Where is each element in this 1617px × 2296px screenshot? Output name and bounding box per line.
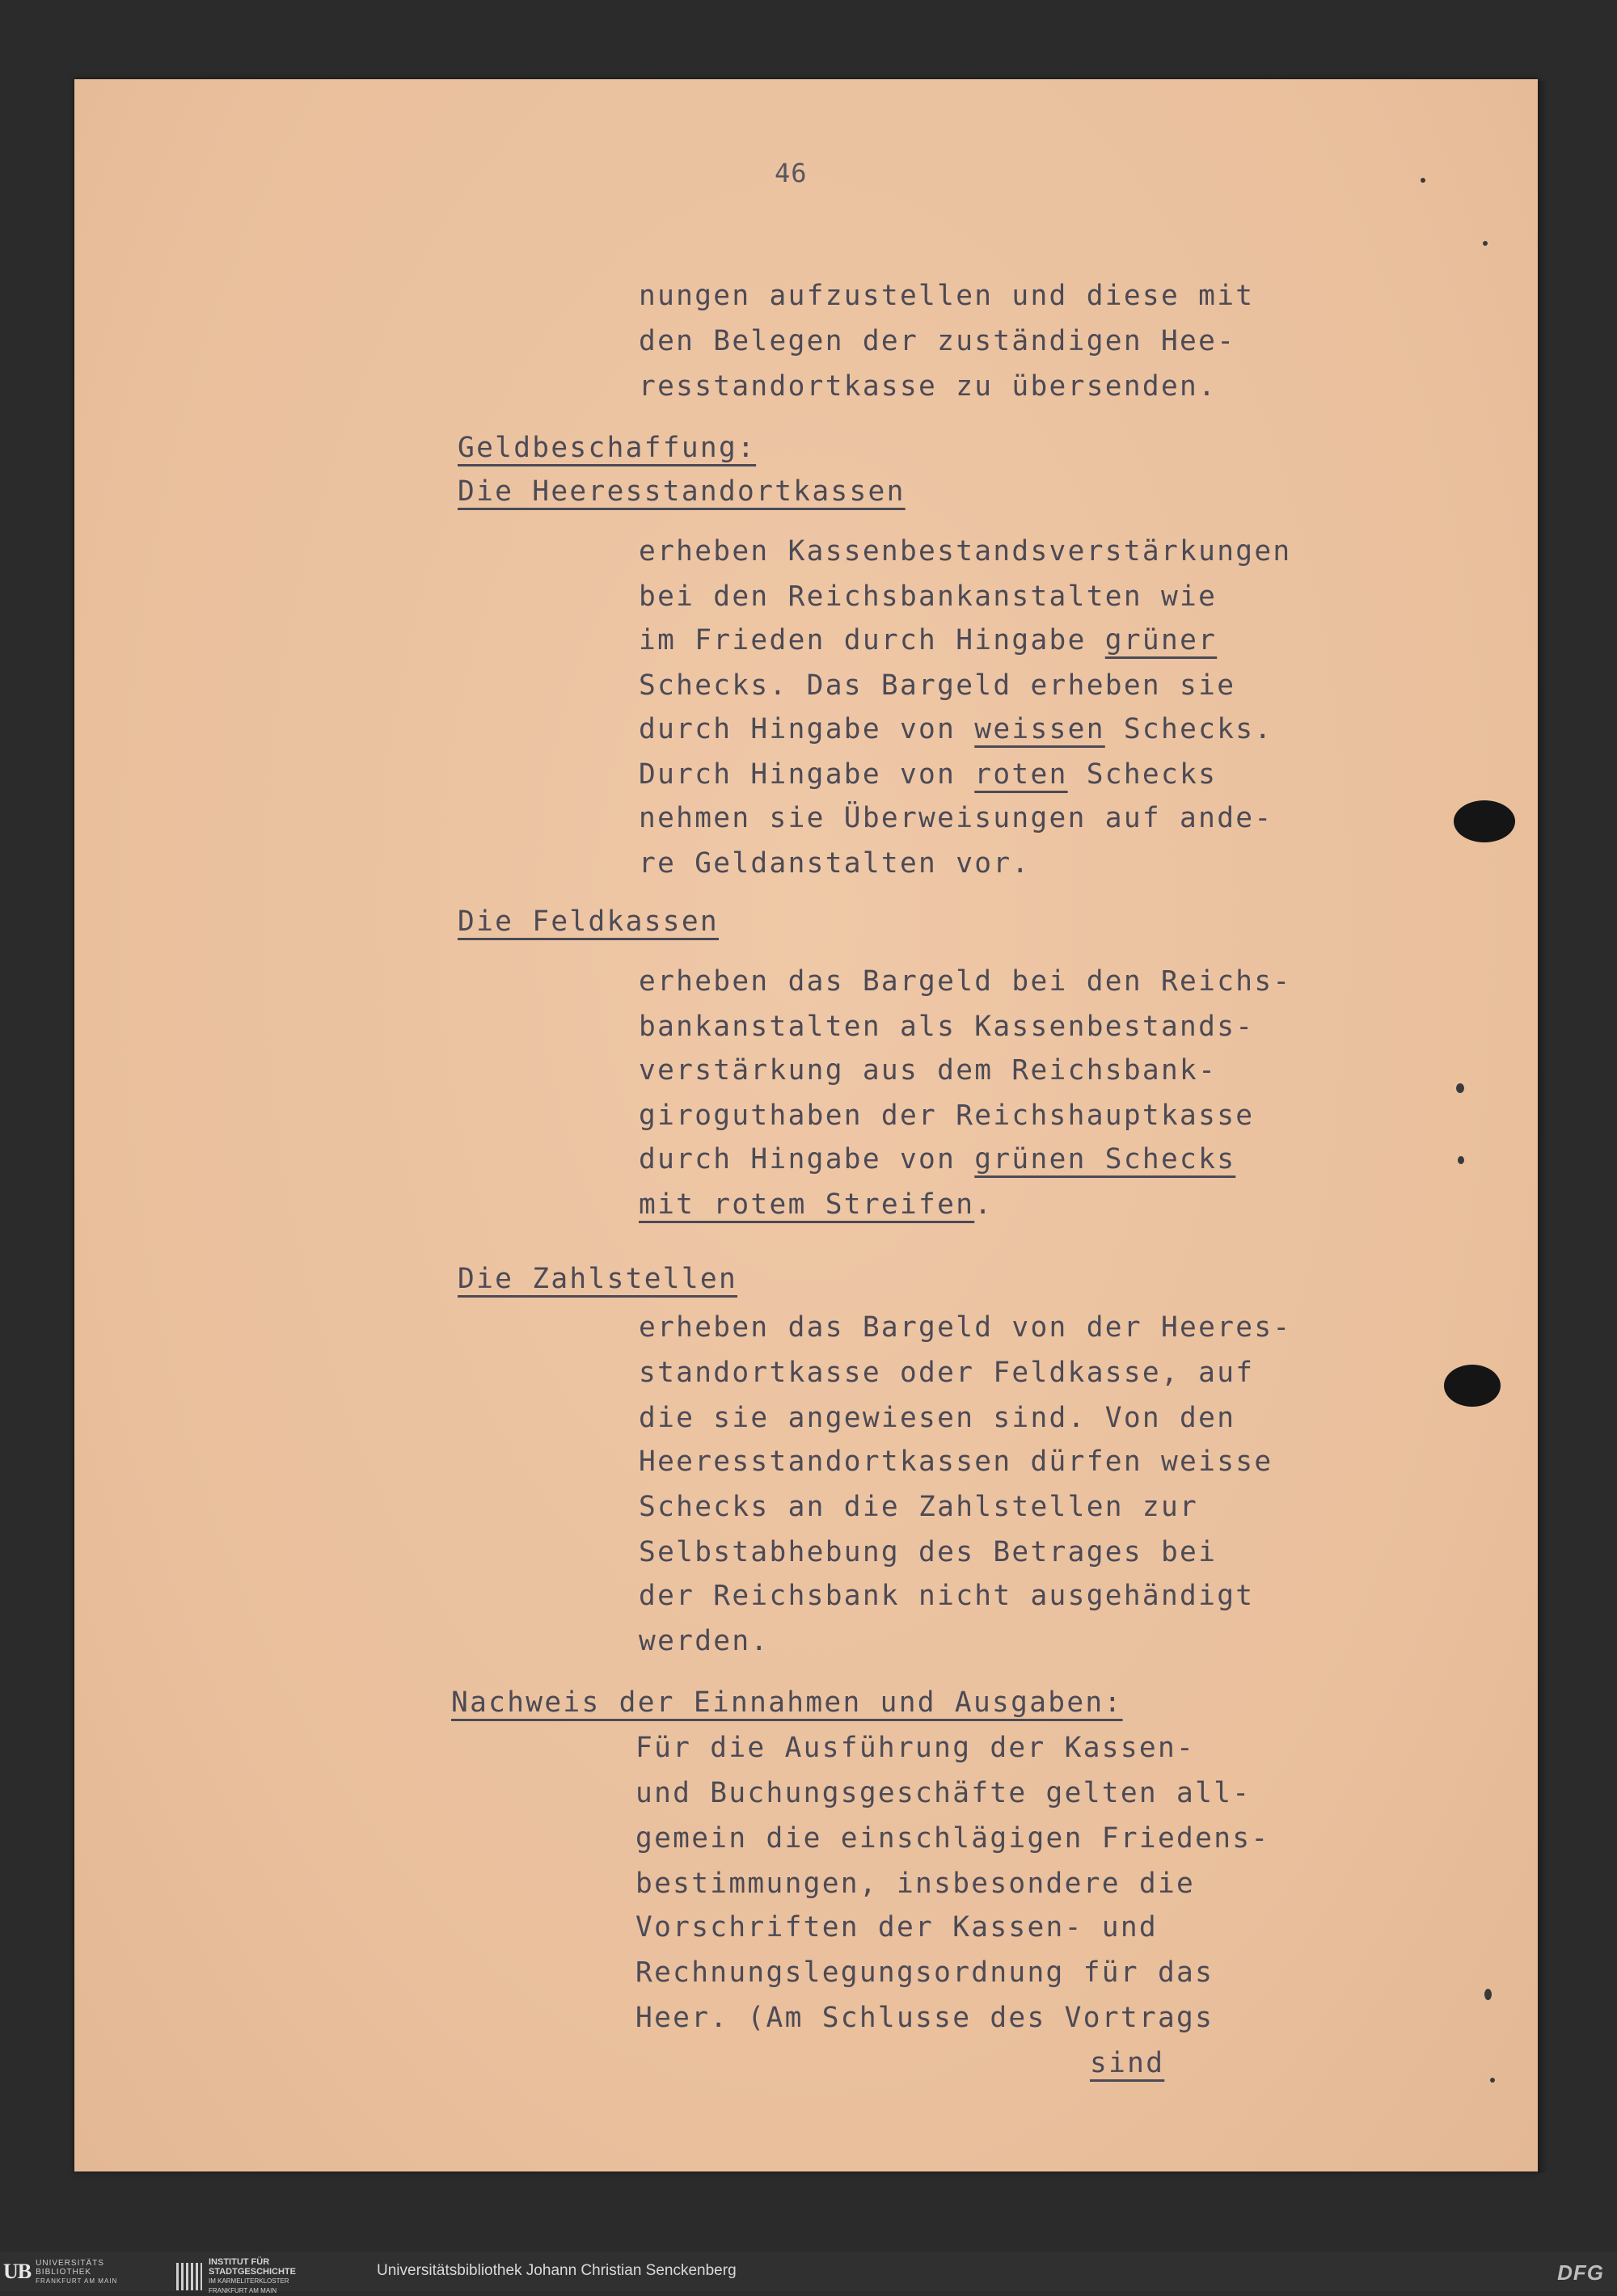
text-line: resstandortkasse zu übersenden. <box>639 370 1218 403</box>
section-subheading: Die Heeresstandortkassen <box>458 475 906 508</box>
ub-subtitle-line: FRANKFURT AM MAIN <box>36 2277 118 2285</box>
punch-hole-upper <box>1454 800 1515 842</box>
institut-text <box>209 2257 296 2296</box>
speck <box>1483 241 1488 246</box>
text-line: Selbstabhebung des Betrages bei <box>639 1536 1218 1568</box>
text-line <box>639 707 1273 752</box>
text-line: die sie angewiesen sind. Von den <box>639 1402 1236 1434</box>
text-line: Heer. (Am Schlusse des Vortrags <box>635 2002 1214 2034</box>
text-line: gemein die einschlägigen Friedens- <box>635 1822 1270 1855</box>
text-run: Schecks. <box>1104 713 1273 745</box>
speck <box>1490 2078 1495 2083</box>
text-line: nungen aufzustellen und diese mit <box>639 280 1255 312</box>
text-line: der Reichsbank nicht ausgehändigt <box>639 1580 1255 1612</box>
library-name: Universitätsbibliothek Johann Christian Senckenberg <box>377 2262 737 2279</box>
text-line: Rechnungslegungsordnung für das <box>635 1956 1214 1989</box>
text-run: durch Hingabe von <box>639 1143 975 1175</box>
text-line: erheben das Bargeld bei den Reichs- <box>639 965 1292 998</box>
dfg-logo[interactable]: DFG <box>1557 2260 1604 2285</box>
institut-text-line: STADTGESCHICHTE <box>209 2267 296 2277</box>
ub-subtitle-line: BIBLIOTHEK <box>36 2267 92 2277</box>
text-run: durch Hingabe von <box>639 713 975 745</box>
section-heading: Nachweis der Einnahmen und Ausgaben: <box>451 1686 1123 1719</box>
ub-logo[interactable] <box>3 2257 117 2286</box>
text-line: verstärkung aus dem Reichsbank- <box>639 1054 1218 1087</box>
institut-text-line: IM KARMELITERKLOSTER <box>209 2277 289 2285</box>
ub-mark: UB <box>3 2260 32 2283</box>
text-line: giroguthaben der Reichshauptkasse <box>639 1099 1255 1132</box>
institut-columns-icon <box>176 2263 202 2290</box>
underlined-text: grüner <box>1104 624 1218 656</box>
section-subheading: Die Feldkassen <box>458 905 719 938</box>
text-run: . <box>974 1188 994 1221</box>
speck <box>1458 1156 1464 1164</box>
text-line: erheben das Bargeld von der Heeres- <box>639 1311 1292 1344</box>
viewer-footer <box>0 2252 1617 2294</box>
section-heading: Geldbeschaffung: <box>458 432 757 464</box>
text-line: bankanstalten als Kassenbestands- <box>639 1011 1255 1043</box>
text-line <box>639 618 1217 663</box>
text-line <box>639 1182 993 1227</box>
text-line: bei den Reichsbankanstalten wie <box>639 580 1218 613</box>
institut-text-line: INSTITUT FÜR <box>209 2257 270 2267</box>
underlined-text: mit rotem Streifen <box>639 1188 975 1221</box>
text-run: Schecks <box>1067 758 1218 791</box>
text-line <box>639 752 1217 797</box>
text-run: im Frieden durch Hingabe <box>639 624 1105 656</box>
text-line: erheben Kassenbestandsverstärkungen <box>639 535 1292 568</box>
institut-logo[interactable] <box>176 2257 296 2296</box>
underlined-text: weissen <box>974 713 1105 745</box>
punch-hole-lower <box>1444 1365 1501 1407</box>
text-line: Schecks an die Zahlstellen zur <box>639 1491 1199 1523</box>
text-line: nehmen sie Überweisungen auf ande- <box>639 802 1273 834</box>
institut-text-line: FRANKFURT AM MAIN <box>209 2287 277 2294</box>
underlined-text: roten <box>974 758 1068 791</box>
text-line: Schecks. Das Bargeld erheben sie <box>639 669 1236 702</box>
catchword: sind <box>1090 2047 1165 2079</box>
text-line: standortkasse oder Feldkasse, auf <box>639 1357 1255 1389</box>
underlined-text: grünen Schecks <box>974 1143 1236 1175</box>
speck <box>1421 178 1425 183</box>
ub-subtitle-line: UNIVERSITÄTS <box>36 2258 104 2268</box>
text-line: Vorschriften der Kassen- und <box>635 1911 1158 1944</box>
page-edge-shadow <box>1538 81 1547 2173</box>
text-line: Für die Ausführung der Kassen- <box>635 1732 1196 1764</box>
text-line: werden. <box>639 1625 770 1657</box>
text-run: Durch Hingabe von <box>639 758 975 791</box>
page-number: 46 <box>775 158 808 188</box>
text-line: den Belegen der zuständigen Hee- <box>639 325 1236 357</box>
ub-subtitle <box>36 2259 117 2285</box>
text-line: und Buchungsgeschäfte gelten all- <box>635 1777 1252 1809</box>
text-line: bestimmungen, insbesondere die <box>635 1868 1196 1900</box>
speck <box>1456 1083 1464 1093</box>
text-line <box>639 1137 1235 1182</box>
text-line: re Geldanstalten vor. <box>639 847 1031 880</box>
text-line: Heeresstandortkassen dürfen weisse <box>639 1446 1273 1478</box>
speck <box>1484 1989 1492 2000</box>
section-subheading: Die Zahlstellen <box>458 1263 738 1295</box>
